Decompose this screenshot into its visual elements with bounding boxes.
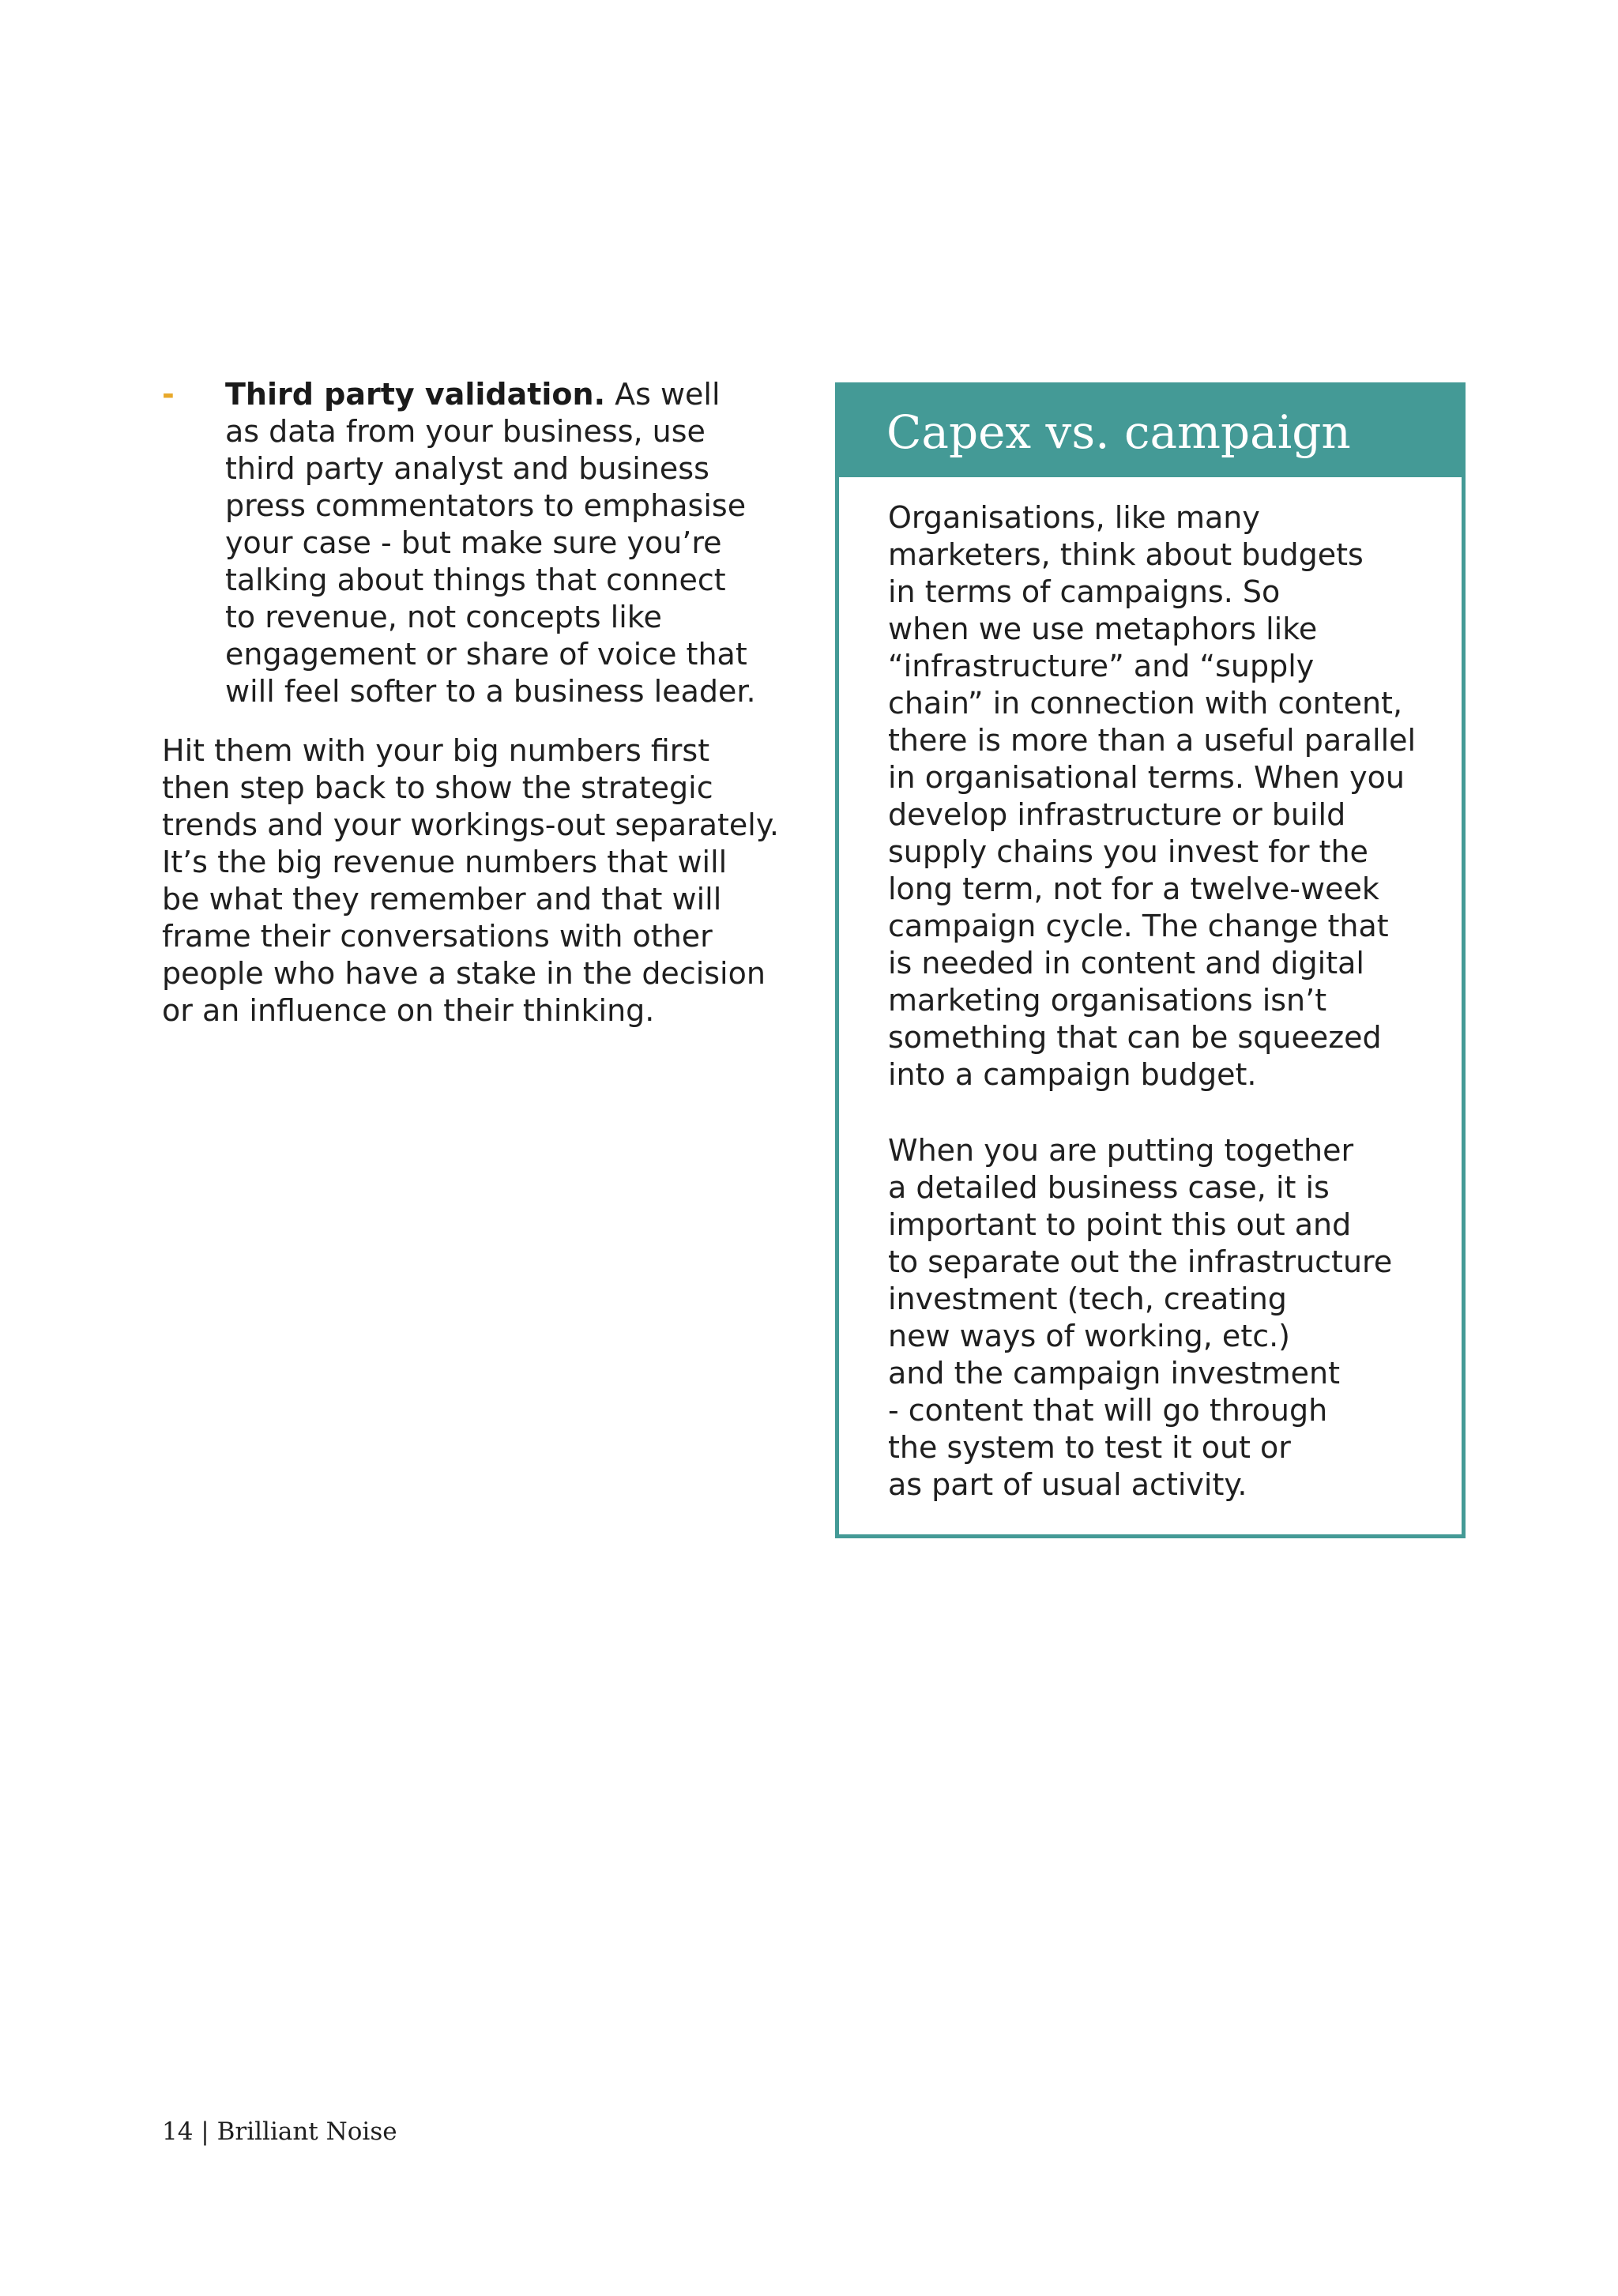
sidebar-line: chain” in connection with content, — [888, 686, 1403, 721]
sidebar-line: is needed in content and digital — [888, 946, 1364, 981]
sidebar-line: a detailed business case, it is — [888, 1170, 1330, 1205]
sidebar-body — [839, 477, 1462, 1504]
bullet-line: to revenue, not concepts like — [225, 600, 662, 634]
sidebar-paragraph-1 — [888, 499, 1462, 1093]
sidebar-line: long term, not for a twelve-week — [888, 871, 1379, 906]
paragraph-line: Hit them with your big numbers first — [162, 733, 710, 768]
bullet-line: talking about things that connect — [225, 563, 726, 597]
paragraph-line: trends and your workings-out separately. — [162, 807, 779, 842]
sidebar-line: something that can be squeezed — [888, 1020, 1382, 1055]
sidebar-line: - content that will go through — [888, 1393, 1328, 1428]
bullet-line: as data from your business, use — [225, 414, 706, 449]
body-paragraph — [162, 732, 794, 1029]
bullet-line: engagement or share of voice that — [225, 637, 747, 672]
sidebar-line: develop infrastructure or build — [888, 797, 1346, 832]
sidebar-line: investment (tech, creating — [888, 1282, 1287, 1316]
sidebar-line: when we use metaphors like — [888, 612, 1318, 646]
paragraph-line: be what they remember and that will — [162, 882, 722, 917]
sidebar-line: supply chains you invest for the — [888, 834, 1368, 869]
sidebar-line: important to point this out and — [888, 1207, 1352, 1242]
bullet-line: third party analyst and business — [225, 451, 709, 486]
left-column — [162, 376, 794, 1029]
bullet-line — [225, 376, 794, 413]
sidebar-line: and the campaign investment — [888, 1356, 1341, 1391]
bullet-line: your case - but make sure you’re — [225, 525, 722, 560]
sidebar-line: into a campaign budget. — [888, 1057, 1257, 1092]
sidebar-line: the system to test it out or — [888, 1430, 1291, 1465]
bullet-line-text: As well — [605, 377, 721, 412]
page-footer: 14 | Brilliant Noise — [162, 2117, 397, 2146]
sidebar-line: Organisations, like many — [888, 500, 1260, 535]
paragraph-line: It’s the big revenue numbers that will — [162, 845, 728, 879]
sidebar-line: campaign cycle. The change that — [888, 909, 1389, 943]
sidebar-line: as part of usual activity. — [888, 1467, 1247, 1502]
bullet-marker: - — [162, 377, 175, 412]
paragraph-line: then step back to show the strategic — [162, 770, 713, 805]
sidebar-title: Capex vs. campaign — [886, 405, 1351, 459]
sidebar-paragraph-2 — [888, 1132, 1462, 1504]
bullet-line: press commentators to emphasise — [225, 488, 747, 523]
paragraph-line: frame their conversations with other — [162, 919, 713, 954]
bullet-line: will feel softer to a business leader. — [225, 674, 756, 709]
sidebar-box — [835, 382, 1466, 1538]
bullet-lead: Third party validation. — [225, 377, 606, 412]
sidebar-line: there is more than a useful parallel — [888, 723, 1417, 758]
sidebar-line: When you are putting together — [888, 1133, 1354, 1168]
sidebar-line: in organisational terms. When you — [888, 760, 1405, 795]
bullet-item — [162, 376, 794, 710]
sidebar-line: in terms of campaigns. So — [888, 574, 1281, 609]
sidebar-line: new ways of working, etc.) — [888, 1319, 1291, 1353]
paragraph-line: or an influence on their thinking. — [162, 993, 655, 1028]
sidebar-header — [839, 386, 1462, 477]
sidebar-line: “infrastructure” and “supply — [888, 649, 1315, 683]
sidebar-line: to separate out the infrastructure — [888, 1244, 1393, 1279]
paragraph-line: people who have a stake in the decision — [162, 956, 766, 991]
sidebar-line: marketing organisations isn’t — [888, 983, 1327, 1018]
sidebar-line: marketers, think about budgets — [888, 537, 1364, 572]
